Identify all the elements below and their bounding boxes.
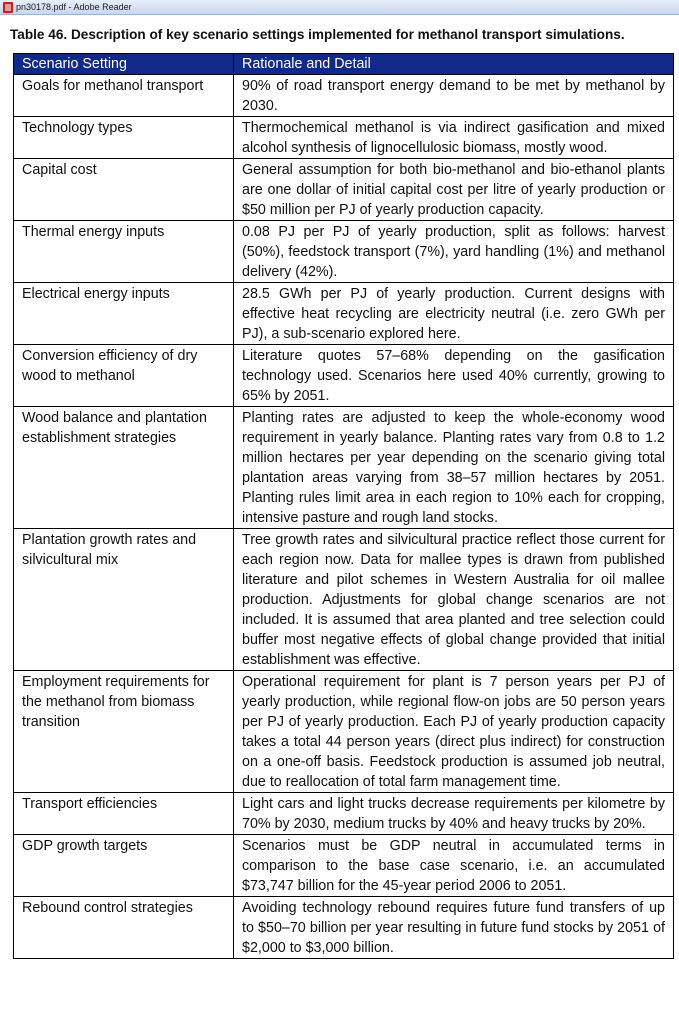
detail-cell: 28.5 GWh per PJ of yearly production. Current designs with effective heat recycling are electricity neutral (i.e. zero GWh per PJ), a sub-scenario explored here. xyxy=(234,283,674,345)
setting-cell: Electrical energy inputs xyxy=(14,283,234,345)
table-row xyxy=(14,345,674,407)
window-titlebar[interactable] xyxy=(0,0,679,15)
scenario-settings-table xyxy=(13,53,674,959)
detail-cell: Scenarios must be GDP neutral in accumulated terms in comparison to the base case scenario, i.e. an accumulated $73,747 billion for the 45-year period 2006 to 2051. xyxy=(234,835,674,897)
adobe-reader-icon xyxy=(3,2,13,13)
table-header-row xyxy=(14,54,674,75)
table-row xyxy=(14,75,674,117)
detail-cell: 90% of road transport energy demand to be met by methanol by 2030. xyxy=(234,75,674,117)
table-caption: Table 46. Description of key scenario settings implemented for methanol transport simulations. xyxy=(10,27,625,42)
detail-cell: Literature quotes 57–68% depending on the gasification technology used. Scenarios here used 40% currently, growing to 65% by 2051. xyxy=(234,345,674,407)
detail-cell: Light cars and light trucks decrease requirements per kilometre by 70% by 2030, medium trucks by 40% and heavy trucks by 20%. xyxy=(234,793,674,835)
table-row xyxy=(14,159,674,221)
table-row xyxy=(14,793,674,835)
detail-cell: Thermochemical methanol is via indirect gasification and mixed alcohol synthesis of lignocellulosic biomass, mostly wood. xyxy=(234,117,674,159)
table-row xyxy=(14,221,674,283)
detail-cell: Operational requirement for plant is 7 person years per PJ of yearly production, while regional flow-on jobs are 50 person years per PJ of yearly production. Each PJ of yearly production capacity takes a total 44 person years (direct plus indirect) for construction on a one-off basis. Feedstock production is assumed job neutral, due to reallocation of total farm management time. xyxy=(234,671,674,793)
setting-cell: Employment requirements for the methanol from biomass transition xyxy=(14,671,234,793)
table-row xyxy=(14,671,674,793)
setting-cell: Transport efficiencies xyxy=(14,793,234,835)
detail-cell: Planting rates are adjusted to keep the whole-economy wood requirement in yearly balance. Planting rates vary from 0.8 to 1.2 million hectares per year depending on the scenario giving total plantation areas varying from 38–57 million hectares by 2051. Planting rules limit area in each region to 10% each for cropping, intensive pasture and rough land stocks. xyxy=(234,407,674,529)
setting-cell: Technology types xyxy=(14,117,234,159)
setting-cell: Capital cost xyxy=(14,159,234,221)
table-row xyxy=(14,407,674,529)
table-row xyxy=(14,117,674,159)
setting-cell: Wood balance and plantation establishment strategies xyxy=(14,407,234,529)
column-header-setting: Scenario Setting xyxy=(14,54,234,75)
setting-cell: Thermal energy inputs xyxy=(14,221,234,283)
setting-cell: GDP growth targets xyxy=(14,835,234,897)
table-row xyxy=(14,897,674,959)
table-row xyxy=(14,283,674,345)
table-row xyxy=(14,529,674,671)
setting-cell: Plantation growth rates and silvicultural mix xyxy=(14,529,234,671)
table-row xyxy=(14,835,674,897)
column-header-rationale: Rationale and Detail xyxy=(234,54,674,75)
detail-cell: General assumption for both bio-methanol and bio-ethanol plants are one dollar of initial capital cost per litre of yearly production or $50 million per PJ of yearly production capacity. xyxy=(234,159,674,221)
setting-cell: Rebound control strategies xyxy=(14,897,234,959)
setting-cell: Goals for methanol transport xyxy=(14,75,234,117)
detail-cell: 0.08 PJ per PJ of yearly production, split as follows: harvest (50%), feedstock transport (7%), yard handling (1%) and methanol delivery (42%). xyxy=(234,221,674,283)
window-title: pn30178.pdf - Adobe Reader xyxy=(16,2,132,12)
setting-cell: Conversion efficiency of dry wood to methanol xyxy=(14,345,234,407)
detail-cell: Tree growth rates and silvicultural practice reflect those current for each region now. Data for mallee types is drawn from published literature and pilot schemes in Western Australia for oil mallee production. Adjustments for global change scenarios are not included. It is assumed that area planted and tree selection could buffer most negative effects of global change provided that initial establishment was effective. xyxy=(234,529,674,671)
scenario-table-container xyxy=(13,53,673,959)
detail-cell: Avoiding technology rebound requires future fund transfers of up to $50–70 billion per year resulting in future fund stocks by 2051 of $2,000 to $3,000 billion. xyxy=(234,897,674,959)
